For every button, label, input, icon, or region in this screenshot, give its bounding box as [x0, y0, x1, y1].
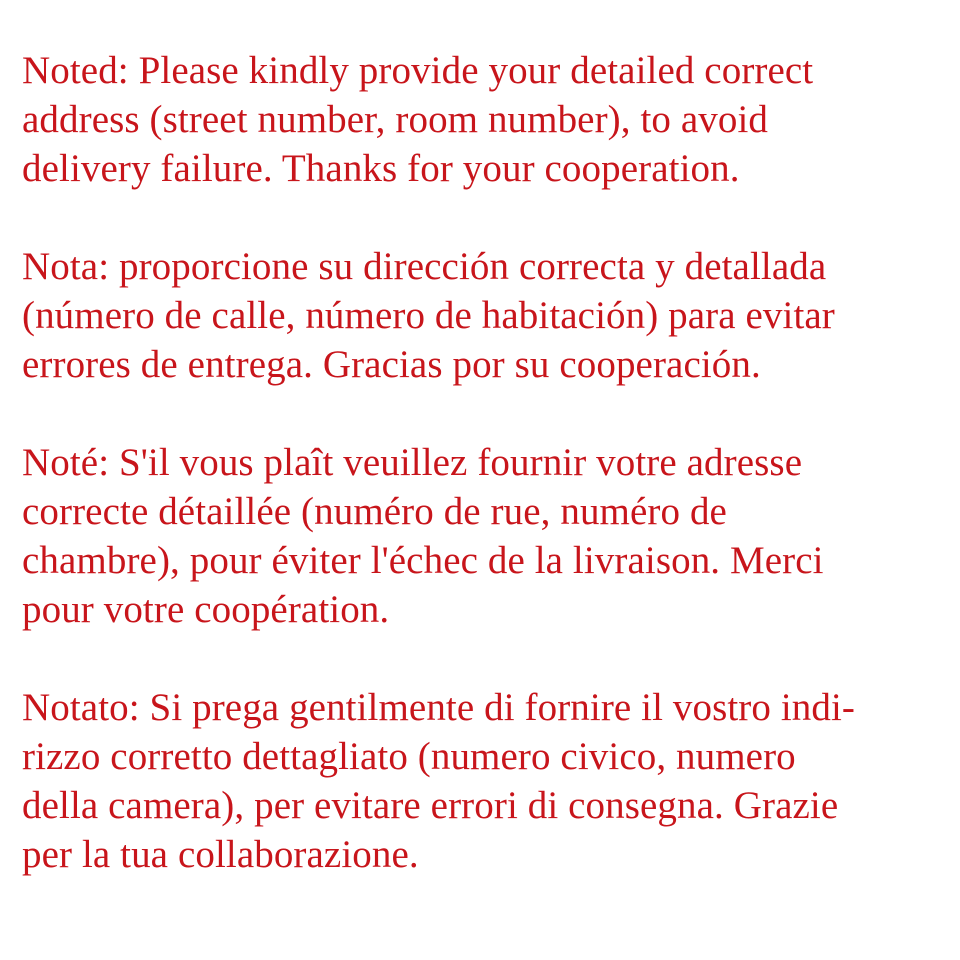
notice-line: della camera), per evitare errori di consegna. Grazie — [22, 784, 839, 827]
notice-line: Nota: proporcione su dirección correcta y detallada — [22, 245, 827, 288]
notice-line: pour votre coopération. — [22, 588, 390, 631]
notice-line: Notato: Si prega gentilmente di fornire il vostro indi- — [22, 686, 855, 729]
notice-line: rizzo corretto dettagliato (numero civico, numero — [22, 735, 796, 778]
notice-line: delivery failure. Thanks for your cooperation. — [22, 147, 740, 190]
notice-line: Noted: Please kindly provide your detailed correct — [22, 49, 814, 92]
notice-paragraph-english — [22, 46, 942, 193]
notice-line: correcte détaillée (numéro de rue, numéro de — [22, 490, 727, 533]
notice-line: address (street number, room number), to avoid — [22, 98, 768, 141]
notice-paragraph-french — [22, 438, 942, 634]
notice-line: Noté: S'il vous plaît veuillez fournir votre adresse — [22, 441, 803, 484]
delivery-address-notice — [22, 46, 942, 928]
notice-line: per la tua collaborazione. — [22, 833, 419, 876]
notice-paragraph-spanish — [22, 242, 942, 389]
notice-line: chambre), pour éviter l'échec de la livraison. Merci — [22, 539, 824, 582]
notice-paragraph-italian — [22, 683, 942, 879]
notice-line: errores de entrega. Gracias por su cooperación. — [22, 343, 761, 386]
notice-line: (número de calle, número de habitación) para evitar — [22, 294, 835, 337]
